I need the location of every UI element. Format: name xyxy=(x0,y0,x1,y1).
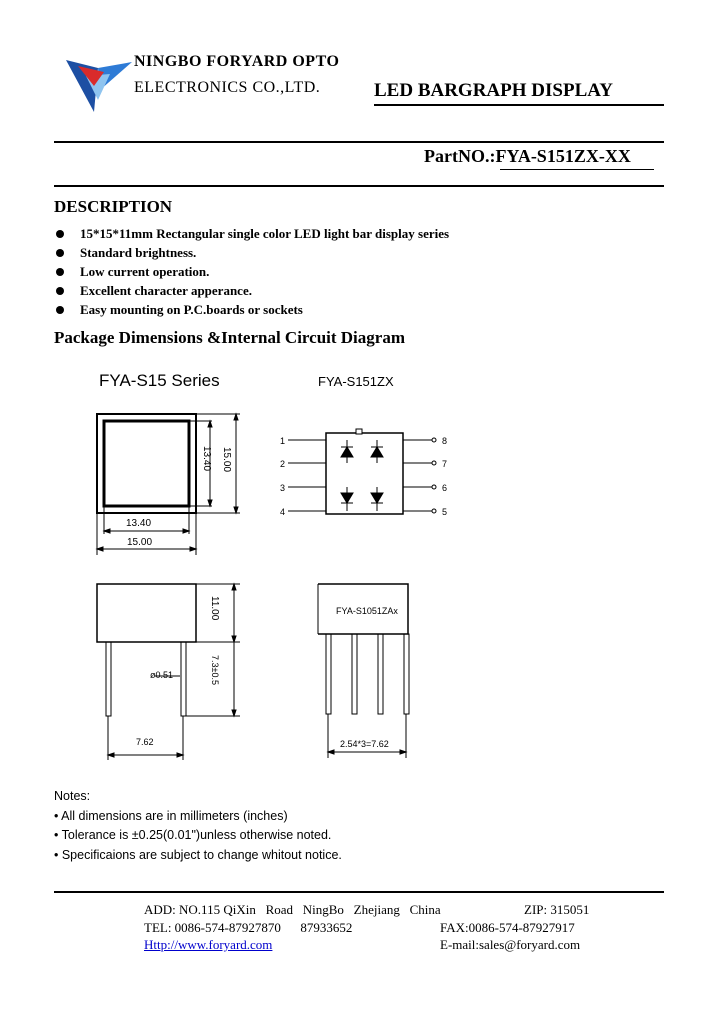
circuit-body xyxy=(326,433,403,514)
list-item: Low current operation. xyxy=(56,264,449,283)
pin-4 xyxy=(404,634,409,714)
list-item: Standard brightness. xyxy=(56,245,449,264)
foryard-logo-icon xyxy=(64,56,134,116)
document-title: LED BARGRAPH DISPLAY xyxy=(374,80,613,101)
bullet-icon xyxy=(56,230,64,238)
description-heading: DESCRIPTION xyxy=(54,197,173,216)
pin-label: 8 xyxy=(442,436,448,446)
circuit-label: FYA-S151ZX xyxy=(318,374,394,389)
pin-label: 4 xyxy=(280,507,286,517)
diode-icon xyxy=(371,493,383,503)
pin-right xyxy=(181,642,186,716)
package-diagram xyxy=(0,360,720,770)
diode-icon xyxy=(371,447,383,457)
pin-label: 6 xyxy=(442,483,448,493)
pin-2 xyxy=(352,634,357,714)
side-view-label: FYA-S1051ZAx xyxy=(336,606,398,616)
company-name-line1: NINGBO FORYARD OPTO xyxy=(134,53,340,70)
diode-icon xyxy=(341,447,353,457)
bullet-icon xyxy=(56,268,64,276)
front-view-inner xyxy=(104,421,189,506)
series-label: FYA-S15 Series xyxy=(99,371,220,390)
pin-label: 1 xyxy=(280,436,286,446)
section-divider xyxy=(54,185,664,187)
side-view-body xyxy=(97,584,196,642)
pin-label: 7 xyxy=(442,459,448,469)
list-item: 15*15*11mm Rectangular single color LED light bar display series xyxy=(56,226,449,245)
part-number-underline xyxy=(500,169,654,170)
diode-icon xyxy=(341,493,353,503)
list-item: Easy mounting on P.C.boards or sockets xyxy=(56,302,449,321)
notes-heading: Notes: xyxy=(54,789,91,803)
note-item: • All dimensions are in millimeters (inches) xyxy=(54,808,288,823)
footer-address: ADD: NO.115 QiXin Road NingBo Zhejiang China xyxy=(144,902,441,917)
list-item: Excellent character apperance. xyxy=(56,283,449,302)
part-number: PartNO.:FYA-S151ZX-XX xyxy=(424,146,631,166)
note-item: • Tolerance is ±0.25(0.01")unless otherwise noted. xyxy=(54,828,332,842)
notes xyxy=(54,789,342,867)
front-view-outer xyxy=(97,414,196,513)
pin-3 xyxy=(378,634,383,714)
dim-pitch: 2.54*3=7.62 xyxy=(340,739,389,749)
footer-email[interactable]: E-mail:sales@foryard.com xyxy=(440,937,581,952)
dim-pin-diameter: ø0.51 xyxy=(150,670,174,680)
footer-fax: FAX:0086-574-87927917 xyxy=(440,920,575,935)
company-name-line2: ELECTRONICS CO.,LTD. xyxy=(134,79,321,96)
package-heading: Package Dimensions &Internal Circuit Diagram xyxy=(54,328,405,347)
website-link[interactable]: Http://www.foryard.com xyxy=(144,937,273,952)
pin-left xyxy=(106,642,111,716)
footer-zip: ZIP: 315051 xyxy=(524,902,590,917)
pin-label: 3 xyxy=(280,483,286,493)
bullet-icon xyxy=(56,306,64,314)
pin-label: 2 xyxy=(280,459,286,469)
description-list xyxy=(56,226,449,321)
dim-body-height: 11.00 xyxy=(209,596,220,621)
dim-outer-height: 15.00 xyxy=(221,447,232,473)
dim-inner-width: 13.40 xyxy=(126,518,152,529)
title-rule xyxy=(374,104,664,106)
dim-pin-span: 7.62 xyxy=(136,737,154,747)
dim-pin-length: 7.3±0.5 xyxy=(210,655,220,685)
bullet-icon xyxy=(56,287,64,295)
footer-divider xyxy=(54,891,664,893)
pin-1 xyxy=(326,634,331,714)
bullet-icon xyxy=(56,249,64,257)
footer-tel: TEL: 0086-574-87927870 87933652 xyxy=(144,920,353,935)
pin-label: 5 xyxy=(442,507,448,517)
dim-inner-height: 13.40 xyxy=(201,446,212,472)
dim-outer-width: 15.00 xyxy=(127,537,153,548)
header-divider xyxy=(54,141,664,143)
note-item: • Specificaions are subject to change whitout notice. xyxy=(54,847,342,862)
